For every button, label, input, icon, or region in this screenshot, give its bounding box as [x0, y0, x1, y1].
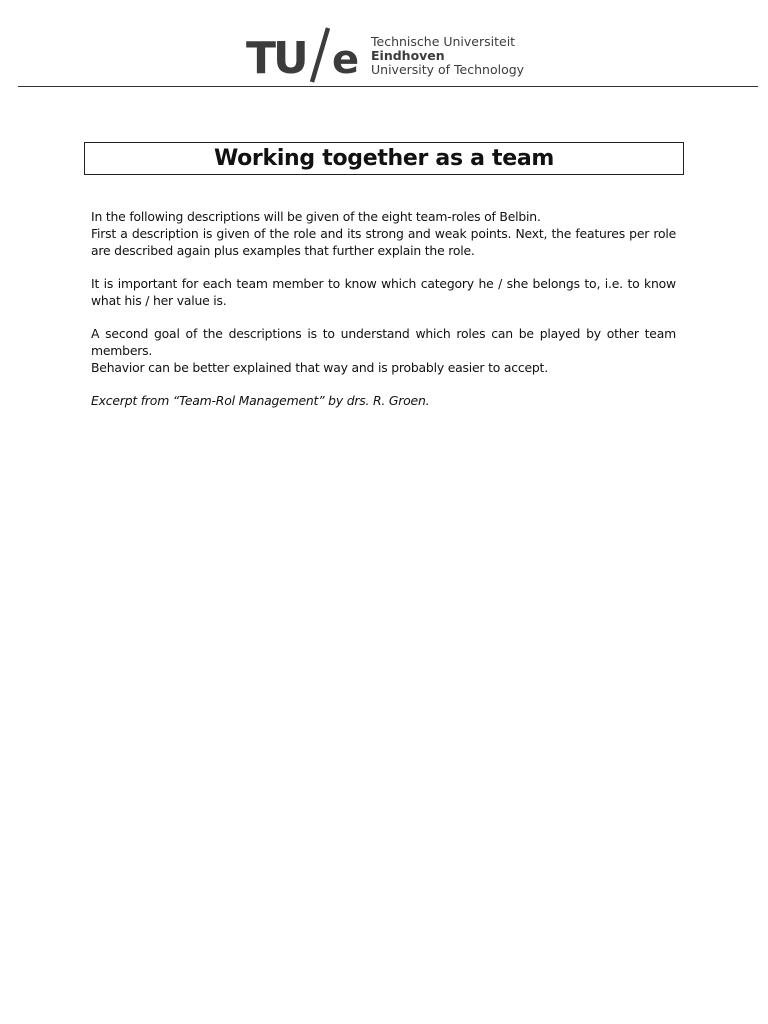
tue-logo-text	[371, 35, 524, 77]
document-body	[91, 208, 676, 409]
title-box	[84, 142, 684, 175]
tue-logo-mark-text: TU	[246, 33, 306, 84]
paragraph-gap	[91, 376, 676, 392]
logo-line-2: Eindhoven	[371, 48, 445, 63]
logo-line-1: Technische Universiteit	[371, 34, 516, 49]
logo-line-3: University of Technology	[371, 62, 525, 77]
header-divider	[18, 86, 758, 87]
page-header	[0, 0, 768, 88]
tue-logo-e: e	[332, 37, 360, 83]
paragraph-behavior: Behavior can be better explained that way and is probably easier to accept.	[91, 360, 548, 375]
paragraph-gap	[91, 259, 676, 275]
paragraph-description: First a description is given of the role and its strong and weak points. Next, the features per role are described again plus examples that further explain the role.	[91, 226, 676, 258]
paragraph-gap	[91, 309, 676, 325]
paragraph-second-goal: A second goal of the descriptions is to understand which roles can be played by other team members.	[91, 326, 676, 358]
excerpt-citation: Excerpt from “Team-Rol Management” by drs. R. Groen.	[91, 393, 430, 408]
tue-logo-mark	[246, 26, 368, 84]
page-title: Working together as a team	[213, 146, 555, 171]
tue-logo	[246, 26, 536, 84]
paragraph-intro: In the following descriptions will be given of the eight team-roles of Belbin.	[91, 209, 541, 224]
paragraph-importance: It is important for each team member to know which category he / she belongs to, i.e. to know what his / her value is.	[91, 276, 676, 308]
tue-logo-slash	[312, 28, 328, 82]
